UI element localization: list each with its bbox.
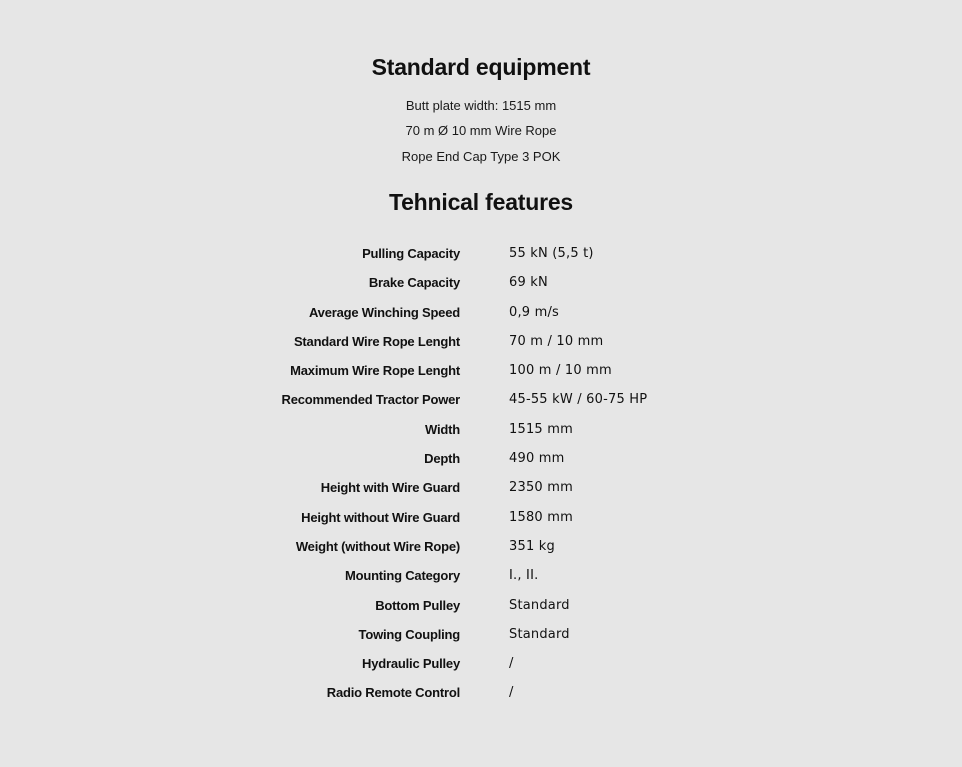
table-row (0, 562, 962, 591)
spec-value: / (509, 685, 514, 701)
spec-value: 45-55 kW / 60-75 HP (509, 392, 648, 408)
table-row (0, 328, 962, 357)
spec-label: Radio Remote Control (326, 685, 460, 701)
spec-value: 70 m / 10 mm (509, 333, 604, 349)
spec-label: Recommended Tractor Power (281, 392, 460, 408)
standard-equipment-list (0, 96, 962, 172)
spec-label: Pulling Capacity (362, 246, 460, 261)
table-row (0, 621, 962, 650)
spec-value: I., II. (509, 568, 539, 584)
list-item: Butt plate width: 1515 mm (405, 98, 557, 113)
spec-value: Standard (509, 597, 570, 613)
spec-value: 0,9 m/s (509, 304, 560, 320)
table-row (0, 650, 962, 679)
standard-equipment-title: Standard equipment (371, 54, 591, 80)
spec-value: 55 kN (5,5 t) (509, 246, 594, 261)
table-row (0, 445, 962, 474)
list-item: Rope End Cap Type 3 POK (401, 148, 561, 164)
list-item: 70 m Ø 10 mm Wire Rope (405, 123, 557, 139)
table-row (0, 679, 962, 708)
spec-label: Standard Wire Rope Lenght (293, 333, 460, 349)
spec-label: Hydraulic Pulley (362, 656, 460, 672)
table-row (0, 504, 962, 533)
table-row (0, 357, 962, 386)
technical-features-title: Tehnical features (388, 189, 574, 215)
table-row (0, 474, 962, 503)
spec-value: / (509, 656, 514, 672)
spec-value: 1580 mm (509, 509, 573, 525)
spec-label: Maximum Wire Rope Lenght (290, 363, 460, 379)
spec-label: Average Winching Speed (308, 304, 460, 320)
spec-value: 1515 mm (509, 421, 573, 437)
table-row (0, 386, 962, 415)
technical-features-table (0, 240, 962, 709)
spec-label: Height with Wire Guard (320, 480, 460, 496)
table-row (0, 269, 962, 298)
spec-value: 100 m / 10 mm (509, 363, 612, 379)
spec-label: Brake Capacity (368, 275, 460, 291)
spec-label: Width (425, 421, 460, 437)
table-row (0, 240, 962, 269)
spec-value: 69 kN (509, 275, 548, 291)
table-row (0, 416, 962, 445)
table-row (0, 533, 962, 562)
spec-label: Bottom Pulley (375, 597, 460, 613)
spec-label: Depth (424, 451, 460, 467)
spec-label: Weight (without Wire Rope) (295, 538, 460, 554)
spec-value: 490 mm (509, 451, 565, 467)
table-row (0, 299, 962, 328)
spec-label: Towing Coupling (358, 626, 460, 642)
spec-label: Height without Wire Guard (301, 509, 460, 525)
spec-value: 351 kg (509, 538, 555, 554)
table-row (0, 592, 962, 621)
spec-label: Mounting Category (344, 568, 460, 584)
spec-value: 2350 mm (509, 480, 573, 496)
spec-value: Standard (509, 626, 570, 642)
